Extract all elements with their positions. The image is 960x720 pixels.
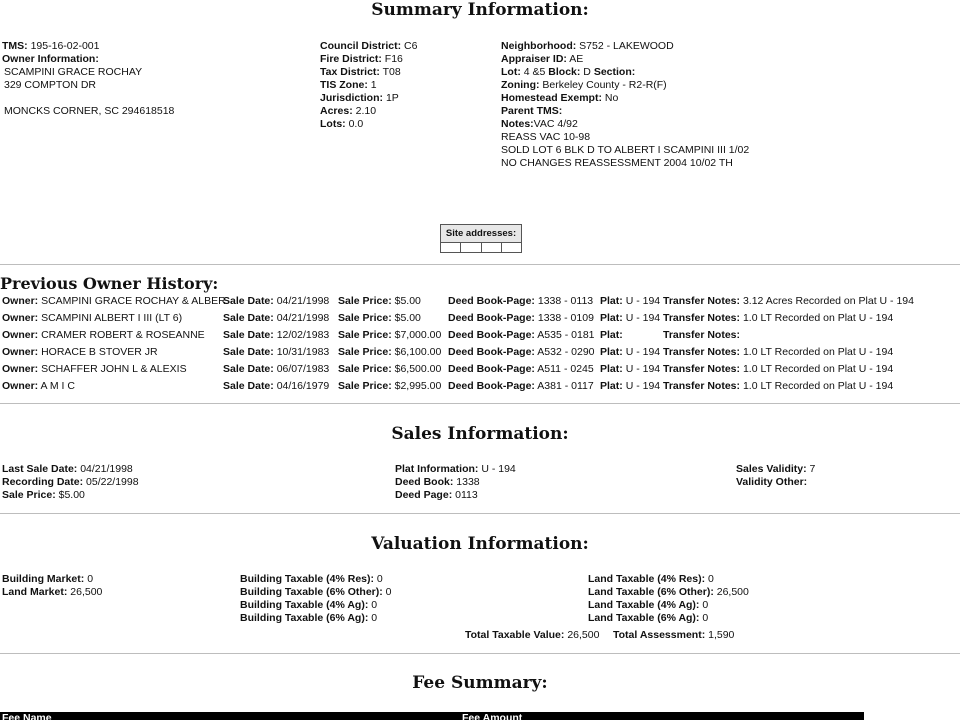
- sale-price-value: $5.00: [394, 312, 421, 324]
- total-taxable: [465, 629, 599, 642]
- total-assessment-value: 1,590: [708, 629, 735, 641]
- block-value: D: [583, 66, 591, 78]
- sale-price-label: Sale Price:: [338, 363, 392, 375]
- plat-value: U - 194: [625, 346, 661, 358]
- site-addresses-header: Site addresses:: [441, 225, 521, 243]
- valuation-building-block: [240, 573, 392, 625]
- lots-value: 0.0: [348, 118, 364, 130]
- sale-price-label: Sale Price:: [338, 295, 392, 307]
- transfer-notes-cell: [663, 363, 893, 375]
- jurisdiction-value: 1P: [385, 92, 399, 104]
- sales-validity-value: 7: [809, 463, 816, 475]
- land-6ag-label: Land Taxable (6% Ag):: [588, 612, 700, 624]
- owner-cell: [2, 380, 75, 392]
- owner-cell: [2, 295, 226, 307]
- sale-date-value: 06/07/1983: [276, 363, 330, 375]
- previous-owner-title: Previous Owner History:: [0, 274, 219, 293]
- owner-label: Owner:: [2, 329, 39, 341]
- notes-line3: SOLD LOT 6 BLK D TO ALBERT I SCAMPINI III 1/02: [501, 144, 750, 156]
- sale-price-cell: [338, 329, 441, 341]
- deed-book-page-label: Deed Book-Page:: [448, 346, 535, 358]
- recording-label: Recording Date:: [2, 476, 84, 488]
- sale-price-value: $5.00: [58, 489, 85, 501]
- deed-book-page-label: Deed Book-Page:: [448, 312, 535, 324]
- summary-title: Summary Information:: [371, 0, 589, 20]
- plat-label: Plat:: [600, 312, 623, 324]
- owner-label: Owner:: [2, 346, 39, 358]
- sale-date-label: Sale Date:: [223, 295, 274, 307]
- section-label: Section:: [593, 66, 636, 78]
- owner-info-label: Owner Information:: [2, 53, 99, 65]
- owner-cell: [2, 312, 182, 324]
- land-4ag-label: Land Taxable (4% Ag):: [588, 599, 700, 611]
- transfer-notes-cell: [663, 346, 893, 358]
- deed-book-page-value: A381 - 0117: [537, 380, 594, 392]
- bldg-6ag-value: 0: [371, 612, 378, 624]
- divider: [0, 513, 960, 514]
- tms-value: 195-16-02-001: [30, 40, 100, 52]
- deed-book-page-label: Deed Book-Page:: [448, 380, 535, 392]
- sale-price-cell: [338, 312, 421, 324]
- land-6other-label: Land Taxable (6% Other):: [588, 586, 714, 598]
- sales-validity-label: Sales Validity:: [736, 463, 807, 475]
- owner-value: SCHAFFER JOHN L & ALEXIS: [41, 363, 187, 375]
- jurisdiction-label: Jurisdiction:: [320, 92, 384, 104]
- sale-date-value: 04/21/1998: [276, 312, 330, 324]
- sales-title: Sales Information:: [391, 424, 569, 444]
- bldg-6ag-label: Building Taxable (6% Ag):: [240, 612, 369, 624]
- sale-price-cell: [338, 346, 441, 358]
- fee-name-header: Fee Name: [2, 712, 52, 720]
- sale-price-cell: [338, 380, 441, 392]
- sale-date-value: 12/02/1983: [276, 329, 330, 341]
- deed-book-value: 1338: [456, 476, 480, 488]
- plat-value: U - 194: [625, 295, 661, 307]
- sale-date-label: Sale Date:: [223, 329, 274, 341]
- sale-date-cell: [223, 380, 329, 392]
- owner-label: Owner:: [2, 312, 39, 324]
- deed-book-page-value: A535 - 0181: [537, 329, 595, 341]
- tax-label: Tax District:: [320, 66, 380, 78]
- plat-value: U - 194: [625, 363, 661, 375]
- transfer-notes-label: Transfer Notes:: [663, 312, 741, 324]
- sales-left-block: [2, 463, 139, 502]
- land-4res-label: Land Taxable (4% Res):: [588, 573, 706, 585]
- deed-book-page-cell: [448, 380, 594, 392]
- plat-value: U - 194: [625, 312, 661, 324]
- sale-price-value: $7,000.00: [394, 329, 442, 341]
- land-market-value: 26,500: [70, 586, 103, 598]
- sale-price-label: Sale Price:: [338, 329, 392, 341]
- sale-date-cell: [223, 295, 329, 307]
- total-assessment: [613, 629, 734, 642]
- sales-middle-block: [395, 463, 516, 502]
- homestead-label: Homestead Exempt:: [501, 92, 602, 104]
- land-market-label: Land Market:: [2, 586, 68, 598]
- last-sale-value: 04/21/1998: [80, 463, 133, 475]
- plat-info-value: U - 194: [481, 463, 516, 475]
- sale-price-value: $6,100.00: [394, 346, 442, 358]
- sale-price-value: $2,995.00: [394, 380, 442, 392]
- fee-amount-header: Fee Amount: [462, 712, 523, 720]
- sale-date-cell: [223, 312, 329, 324]
- sale-date-cell: [223, 346, 329, 358]
- tis-value: 1: [370, 79, 377, 91]
- deed-book-page-value: 1338 - 0109: [537, 312, 594, 324]
- previous-owner-row: [0, 363, 960, 377]
- transfer-notes-cell: [663, 329, 740, 341]
- site-addresses-cells: [441, 243, 521, 252]
- summary-owner-block: [2, 40, 174, 118]
- deed-book-page-label: Deed Book-Page:: [448, 329, 535, 341]
- deed-book-page-label: Deed Book-Page:: [448, 295, 535, 307]
- owner-value: CRAMER ROBERT & ROSEANNE: [41, 329, 205, 341]
- sales-right-block: [736, 463, 815, 489]
- fire-value: F16: [384, 53, 403, 65]
- zoning-label: Zoning:: [501, 79, 540, 91]
- owner-address-line2: MONCKS CORNER, SC 294618518: [4, 105, 175, 117]
- neighborhood-value: S752 - LAKEWOOD: [579, 40, 674, 52]
- valuation-market-block: [2, 573, 102, 599]
- divider: [0, 653, 960, 654]
- land-6ag-value: 0: [702, 612, 709, 624]
- plat-cell: [600, 295, 660, 307]
- plat-cell: [600, 312, 660, 324]
- deed-book-page-cell: [448, 329, 595, 341]
- owner-cell: [2, 363, 187, 375]
- plat-label: Plat:: [600, 346, 623, 358]
- transfer-notes-label: Transfer Notes:: [663, 363, 741, 375]
- sale-date-value: 04/21/1998: [276, 295, 330, 307]
- tms-label: TMS:: [2, 40, 28, 52]
- deed-book-page-cell: [448, 363, 594, 375]
- zoning-value: Berkeley County - R2-R(F): [542, 79, 667, 91]
- last-sale-label: Last Sale Date:: [2, 463, 78, 475]
- sale-date-label: Sale Date:: [223, 346, 274, 358]
- tax-value: T08: [382, 66, 401, 78]
- land-6other-value: 26,500: [716, 586, 749, 598]
- plat-cell: [600, 346, 660, 358]
- building-market-label: Building Market:: [2, 573, 85, 585]
- transfer-notes-label: Transfer Notes:: [663, 380, 741, 392]
- sale-price-cell: [338, 363, 441, 375]
- sale-date-cell: [223, 363, 329, 375]
- owner-cell: [2, 346, 158, 358]
- bldg-4res-label: Building Taxable (4% Res):: [240, 573, 374, 585]
- plat-cell: [600, 380, 660, 392]
- transfer-notes-value: 1.0 LT Recorded on Plat U - 194: [742, 380, 894, 392]
- land-4ag-value: 0: [702, 599, 709, 611]
- lot-label: Lot:: [501, 66, 521, 78]
- divider: [0, 403, 960, 404]
- sale-price-label: Sale Price:: [338, 312, 392, 324]
- owner-value: HORACE B STOVER JR: [41, 346, 158, 358]
- validity-other-label: Validity Other:: [736, 476, 808, 488]
- sale-price-cell: [338, 295, 421, 307]
- transfer-notes-label: Transfer Notes:: [663, 329, 741, 341]
- owner-label: Owner:: [2, 295, 39, 307]
- transfer-notes-value: 1.0 LT Recorded on Plat U - 194: [742, 363, 894, 375]
- parent-tms-label: Parent TMS:: [501, 105, 563, 117]
- deed-book-page-cell: [448, 312, 594, 324]
- plat-cell: [600, 329, 623, 341]
- bldg-6other-label: Building Taxable (6% Other):: [240, 586, 383, 598]
- owner-value: SCAMPINI ALBERT I III (LT 6): [41, 312, 183, 324]
- deed-book-page-value: A532 - 0290: [537, 346, 595, 358]
- plat-label: Plat:: [600, 363, 623, 375]
- site-addresses-table: [440, 224, 522, 253]
- sale-price-label: Sale Price:: [338, 380, 392, 392]
- summary-parcel-block: [501, 40, 749, 170]
- acres-value: 2.10: [355, 105, 377, 117]
- deed-book-page-value: 1338 - 0113: [537, 295, 594, 307]
- bldg-4ag-value: 0: [371, 599, 378, 611]
- owner-value: SCAMPINI GRACE ROCHAY & ALBER: [41, 295, 226, 307]
- notes-label: Notes:: [501, 118, 534, 130]
- previous-owner-row: [0, 329, 960, 343]
- previous-owner-row: [0, 312, 960, 326]
- transfer-notes-cell: [663, 312, 893, 324]
- deed-book-label: Deed Book:: [395, 476, 454, 488]
- sale-date-value: 10/31/1983: [276, 346, 330, 358]
- sale-price-label: Sale Price:: [338, 346, 392, 358]
- council-value: C6: [404, 40, 418, 52]
- transfer-notes-cell: [663, 380, 893, 392]
- sale-price-value: $6,500.00: [394, 363, 442, 375]
- sale-date-label: Sale Date:: [223, 380, 274, 392]
- deed-page-label: Deed Page:: [395, 489, 453, 501]
- lot-value: 4 &5: [523, 66, 546, 78]
- bldg-6other-value: 0: [385, 586, 392, 598]
- building-market-value: 0: [87, 573, 94, 585]
- fee-summary-title: Fee Summary:: [412, 673, 548, 693]
- sale-date-label: Sale Date:: [223, 363, 274, 375]
- tis-label: TIS Zone:: [320, 79, 368, 91]
- transfer-notes-label: Transfer Notes:: [663, 346, 741, 358]
- bldg-4ag-label: Building Taxable (4% Ag):: [240, 599, 369, 611]
- deed-book-page-label: Deed Book-Page:: [448, 363, 535, 375]
- bldg-4res-value: 0: [376, 573, 383, 585]
- previous-owner-row: [0, 346, 960, 360]
- owner-name: SCAMPINI GRACE ROCHAY: [4, 66, 143, 78]
- sale-price-label: Sale Price:: [2, 489, 56, 501]
- total-assessment-label: Total Assessment:: [613, 629, 706, 641]
- sale-date-value: 04/16/1979: [276, 380, 330, 392]
- deed-book-page-cell: [448, 295, 593, 307]
- previous-owner-row: [0, 295, 960, 309]
- transfer-notes-value: 3.12 Acres Recorded on Plat U - 194: [742, 295, 914, 307]
- acres-label: Acres:: [320, 105, 353, 117]
- transfer-notes-value: 1.0 LT Recorded on Plat U - 194: [742, 346, 894, 358]
- total-taxable-label: Total Taxable Value:: [465, 629, 565, 641]
- deed-book-page-value: A511 - 0245: [537, 363, 594, 375]
- transfer-notes-label: Transfer Notes:: [663, 295, 741, 307]
- recording-value: 05/22/1998: [86, 476, 139, 488]
- sale-date-label: Sale Date:: [223, 312, 274, 324]
- divider: [0, 264, 960, 265]
- plat-cell: [600, 363, 660, 375]
- transfer-notes-value: 1.0 LT Recorded on Plat U - 194: [742, 312, 894, 324]
- total-taxable-value: 26,500: [567, 629, 600, 641]
- sale-price-value: $5.00: [394, 295, 421, 307]
- notes-line4: NO CHANGES REASSESSMENT 2004 10/02 TH: [501, 157, 733, 169]
- owner-label: Owner:: [2, 363, 39, 375]
- owner-label: Owner:: [2, 380, 39, 392]
- deed-book-page-cell: [448, 346, 595, 358]
- plat-value: U - 194: [625, 380, 661, 392]
- land-4res-value: 0: [708, 573, 714, 585]
- fire-label: Fire District:: [320, 53, 382, 65]
- appraiser-label: Appraiser ID:: [501, 53, 567, 65]
- valuation-land-block: [588, 573, 749, 625]
- notes-line1: VAC 4/92: [533, 118, 578, 130]
- neighborhood-label: Neighborhood:: [501, 40, 577, 52]
- plat-label: Plat:: [600, 295, 623, 307]
- council-label: Council District:: [320, 40, 402, 52]
- block-label: Block:: [548, 66, 581, 78]
- deed-page-value: 0113: [455, 489, 478, 501]
- summary-district-block: [320, 40, 417, 131]
- fee-table-header: [0, 712, 864, 720]
- plat-label: Plat:: [600, 380, 623, 392]
- previous-owner-row: [0, 380, 960, 394]
- plat-label: Plat:: [600, 329, 623, 341]
- owner-value: A M I C: [40, 380, 75, 392]
- transfer-notes-cell: [663, 295, 914, 307]
- appraiser-value: AE: [569, 53, 584, 65]
- lots-label: Lots:: [320, 118, 346, 130]
- valuation-title: Valuation Information:: [371, 534, 589, 554]
- owner-address-line1: 329 COMPTON DR: [4, 79, 96, 91]
- homestead-value: No: [604, 92, 619, 104]
- notes-line2: REASS VAC 10-98: [501, 131, 591, 143]
- plat-info-label: Plat Information:: [395, 463, 479, 475]
- sale-date-cell: [223, 329, 329, 341]
- owner-cell: [2, 329, 205, 341]
